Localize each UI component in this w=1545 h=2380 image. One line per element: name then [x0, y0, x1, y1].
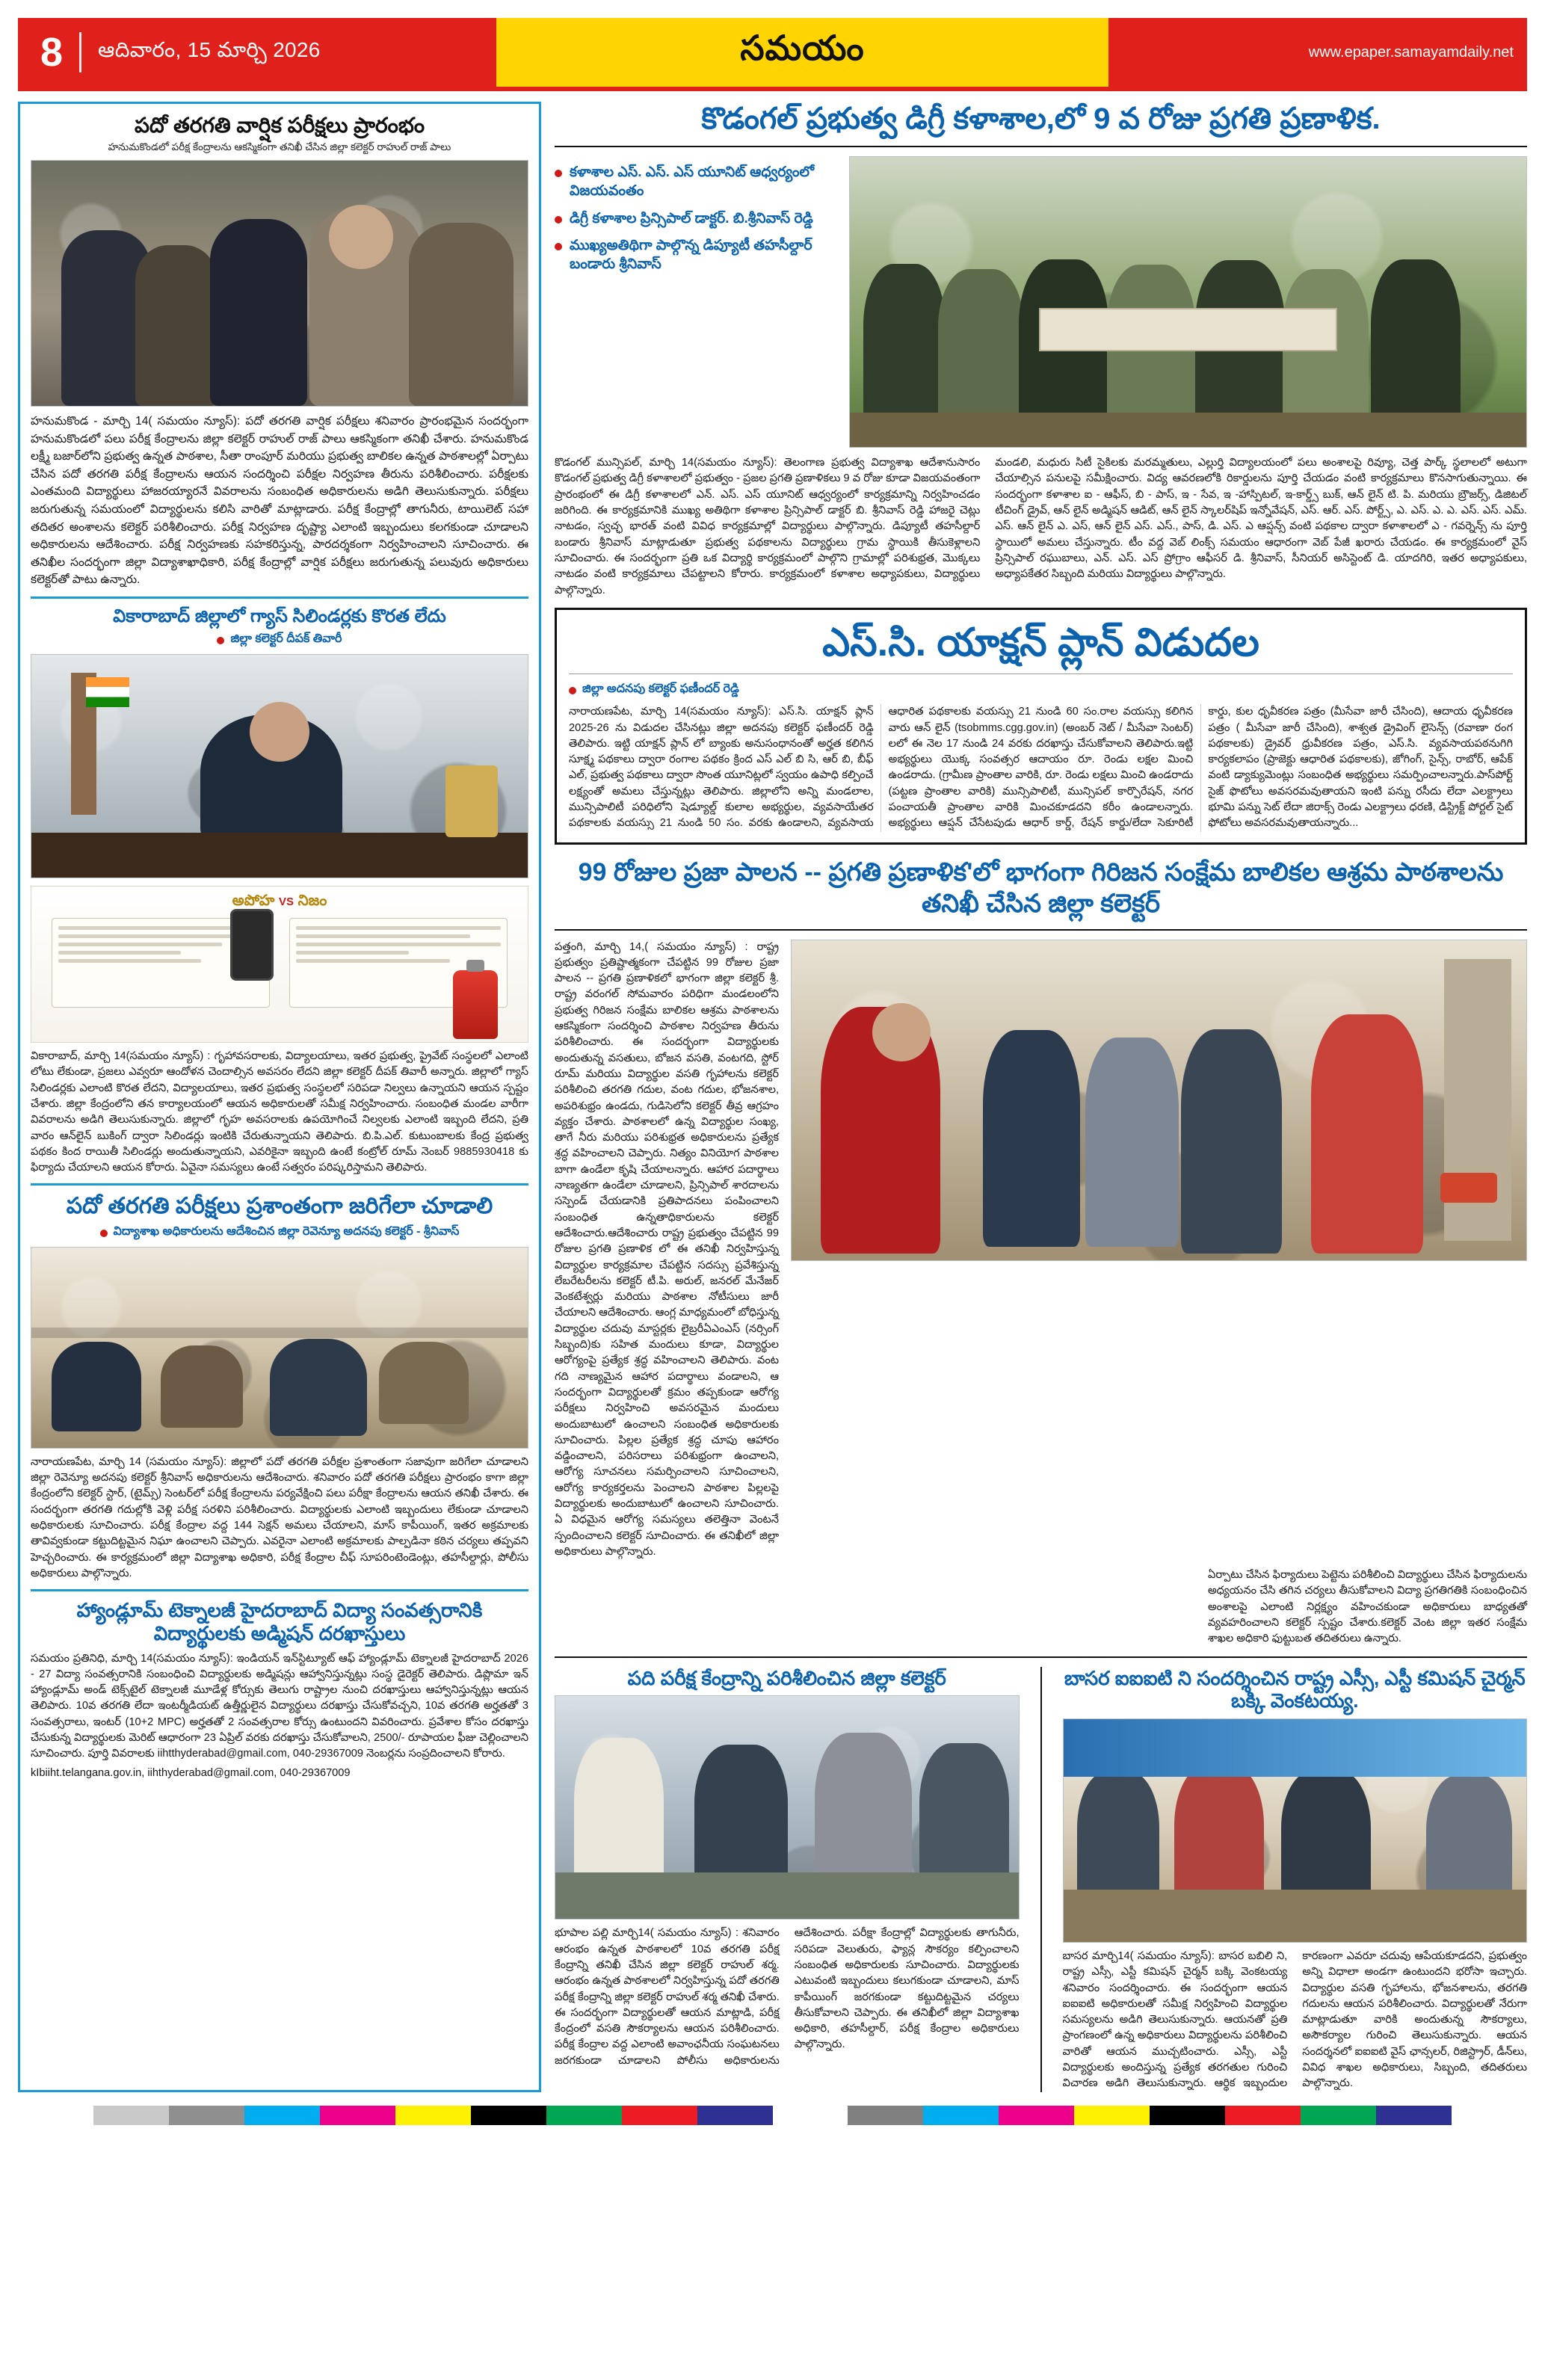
photo-exam-centre-visit	[555, 1695, 1020, 1920]
photo-collector-inspecting-exam-centre	[31, 160, 528, 407]
photo-nss-plantation-event	[849, 156, 1527, 448]
headline: వికారాబాద్ జిల్లాలో గ్యాస్ సిలిండర్లకు కొరత లేదు	[113, 605, 446, 626]
bullet-dot-icon	[217, 637, 224, 644]
body: బాసర మార్చి14( సమయం న్యూస్): బాసర బబిలి ని, రాష్ట్ర ఎస్సీ, ఎస్టీ కమిషన్ చైర్మన్ బక్కి వెంకటయ్య శనివారం సందర్శించారు. ఈ సందర్భంగా ఆయన ఐఐఐటి అధికారులతో సమీక్ష నిర్వహించి విద్యార్థుల సమస్యలను అడిగి తెలుసుకున్నారు. ఆయనతో ప్రతి ప్రాంగణంలో ఉన్న అధికారులు విద్యార్థులను పరిశీలించి వారితో ఆయన ముచ్చటించారు. ఎస్సీ, ఎస్టీ విద్యార్థులకు అందిస్తున్న ప్రత్యేక తరగతుల గురించి విచారణ అడిగి తెలుసుకున్నారు. ఆర్థిక ఇబ్బందుల కారణంగా ఎవరూ చదువు ఆపేయకూడదని, ప్రభుత్వం అన్ని విధాలా అండగా ఉంటుందని భరోసా ఇచ్చారు. విద్యార్థుల వసతి గృహాలను, భోజనశాలను, తరగతి గదులను ఆయన పరిశీలించారు. విద్యార్థులతో నేరుగా మాట్లాడుతూ వారికి అందుతున్న సౌకర్యాలు, అసౌకర్యాల గురించి తెలుసుకున్నారు. ఆయన సందర్శనలో ఐఐఐటి వైస్ ఛాన్సలర్, రిజిస్ట్రార్, డీన్‌లు, వివిధ శాఖల అధికారులు, సిబ్బంది, తదితరులు పాల్గొన్నారు.	[1062, 1950, 1527, 2090]
story3-continued	[555, 1567, 1527, 1647]
body: వికారాబాద్, మార్చి 14(సమయం న్యూస్) : గృహావసరాలకు, విద్యాలయాలు, ఇతర ప్రభుత్వ, ప్రైవేట్ సంస్థలలో ఎలాంటి లోటు లేకుండా, ప్రజలు ఎవ్వరూ ఆందోళన చెందాల్సిన అవసరం లేదని జిల్లా కలెక్టర్ దీపక్ తివారీ అన్నారు. జిల్లాలో గ్యాస్ సిలిండర్లకు ఎలాంటి కొరత లేదని, విద్యాలయాలు, ఇతర ప్రభుత్వ సంస్థలలో సరిపడా నిల్వలు ఉన్నాయని ఆయన స్పష్టం చేశారు. జిల్లా కేంద్రంలోని తన కార్యాలయంలో ఆయన అధికారులతో సమీక్ష నిర్వహించారు. సంబంధిత మండల వారీగా వివరాలను అడిగి తెలుసుకున్నారు. జిల్లాలో గృహ అవసరాలకు ఉపయోగించే నిల్వలకు ఎలాంటి ఇబ్బంది లేదని, ప్రతి వారం ఆన్‌లైన్ బుకింగ్ ద్వారా సిలిండర్లు ఇంటికి చేరుతున్నాయని తెలిపారు. బి.పి.ఎల్. కుటుంబాలకు కేంద్ర ప్రభుత్వ పథకం కింద రాయితీ సిలిండర్లు అందుతున్నాయని, ఎవరికైనా ఇబ్బంది ఉంటే కంట్రోల్ రూమ్ నెంబర్ 9885930418 కు ఫిర్యాదు చేయాలని ఆయన కోరారు. ఏవైనా సమస్యలు ఉంటే సత్వరం పరిష్కరిస్తామని తెలిపారు.	[31, 1050, 528, 1174]
color-swatch	[169, 2106, 244, 2125]
color-swatch	[471, 2106, 546, 2125]
body: కొడంగల్ మున్సిపల్, మార్చి 14(సమయం న్యూస్): తెలంగాణ ప్రభుత్వ విద్యాశాఖ ఆదేశానుసారం కొడంగల్ ప్రభుత్వ డిగ్రీ కళాశాలలో ప్రభుత్వం - ప్రజల ప్రగతి ప్రణాళికలు 9 వ రోజు కూడా విజయవంతంగా ప్రారంభంలో ఈ డిగ్రీ కళాశాలలో ఎన్. ఎస్. ఎస్ యూనిట్ ఆధ్వర్యంలో కార్యక్రమాన్ని నిర్వహించడం జరిగింది. ఈ కార్యక్రమానికి ముఖ్య అతిథిగా కళాశాల ప్రిన్సిపాల్ డాక్టర్ బి. శ్రీనివాస్ రెడ్డి హాజరై చెట్లు నాటడం, స్వచ్ఛ భారత్ వంటి వివిధ కార్యక్రమాల్లో విద్యార్థులు పాల్గొన్నారు. డిప్యూటీ తహసీల్దార్ బండారు శ్రీనివాస్ మాట్లాడుతూ ప్రభుత్వ పథకాలను విద్యార్థులు గ్రామ స్థాయికి తీసుకెళ్లాలని సూచించారు. ఈ సందర్భంగా ప్రతి ఒక విద్యార్థి కార్యక్రమంలో పాల్గొని గ్రామాల్లో పరిశుభ్రత, మొక్కలు నాటడం వంటి కార్యక్రమాలు చేపట్టాలని కోరారు. కార్యక్రమంలో కళాశాల అధ్యాపకులు, విద్యార్థులు పాల్గొన్నారు.	[555, 457, 981, 596]
bullet-list-wrap	[555, 156, 839, 448]
color-swatch	[999, 2106, 1074, 2125]
color-swatch	[395, 2106, 471, 2125]
divider	[555, 146, 1527, 147]
divider	[31, 1589, 528, 1591]
column-separator	[1040, 1667, 1042, 2092]
kicker: హనుమకొండలో పరీక్ష కేంద్రాలను ఆకస్మికంగా తనిఖీ చేసిన జిల్లా కలెక్టర్ రాహుల్ రాజ్ పాలు	[108, 141, 451, 153]
color-swatch	[18, 2106, 93, 2125]
color-swatch	[1150, 2106, 1225, 2125]
photo-iiit-review-meeting	[1063, 1718, 1528, 1943]
headline: హ్యాండ్లూమ్ టెక్నాలజీ హైదరాబాద్ విద్యా సంవత్సరానికి విద్యార్థులకు అడ్మిషన్ దరఖాస్తులు	[76, 1599, 483, 1644]
bullet-dot-icon	[569, 687, 576, 694]
list-item	[555, 237, 839, 274]
page-number: 8	[40, 30, 64, 75]
headline: కొడంగల్ ప్రభుత్వ డిగ్రీ కళాశాల,లో 9 వ రోజు ప్రగతి ప్రణాళిక.	[701, 102, 1381, 135]
masthead-left	[18, 18, 496, 87]
color-swatch	[848, 2106, 923, 2125]
masthead-right	[1108, 18, 1527, 87]
color-swatch	[1376, 2106, 1452, 2125]
masthead-center	[496, 18, 1108, 87]
list-item	[555, 164, 839, 200]
color-swatch	[320, 2106, 395, 2125]
lead-block	[555, 156, 1527, 448]
body-continued-2: ఏర్పాటు చేసిన ఫిర్యాదులు పెట్టెను పరిశీలించి విద్యార్థులు చేసిన ఫిర్యాదులను అధ్యయనం చేసి తగిన చర్యలు తీసుకోవాలని విద్యా ప్రగతిగతికి సంబంధించిన అంశాలపై ఎలాంటి నిర్లక్ష్యం వహించకుండా అధికారులు బాధ్యతతో వ్యవహరించాలని కలెక్టర్ స్పష్టం చేశారు.కలెక్టర్ వెంట జిల్లా ఇతర సంక్షేమ శాఖల అధికారి ఫుట్టుబత తదితరులు ఉన్నారు.	[1208, 1569, 1527, 1645]
color-swatch	[923, 2106, 999, 2125]
body-continued: మండలి, మధురు సిటీ సైకిలకు మరమ్మతులు, ఎల్లుర్తి విద్యాలయంలో పలు అంశాలపై రివ్యూ, చెత్త పార్క్ స్థలాలలో అటుగా చేయాల్సిన పనులపై సమీక్షించారు. విద్య ఆవరణలోకి రికార్డులను పూర్తి చేయడం వంటి కార్యక్రమాలు కొనసాగుతున్నాయి. ఈ సందర్భంగా కళాశాల ఐ - ఆఫీస్, బి - పాస్, ఇ - సేవ, ఇ -హాస్పిటల్, ఇ-కార్డ్స్ బుక్, ఆన్ లైన్ టి. పి. మరియు బ్రౌజర్స్, డిజిటల్ టీచింగ్ డ్రైవ్, ఆన్ లైన్ అడ్మిషన్ ఆడిట్, ఆన్ లైన్ స్కాలర్‌షిప్ ఇన్నోవేషన్, ఎస్. ఆర్. ఎస్. పోర్ట్స్, ఎ. ఎస్. ఎ. ఎ. ఎస్. ఎస్. ఎమ్. ఎస్. ఆన్ లైన్ ఎ. ఎస్, ఆన్ లైన్ ఎస్. ఎస్., పాస్, డి. ఎస్. ఎ ఆప్షన్స్ వంటి పథకాల ద్వారా కళాశాలలో ఎ - గవర్నెన్స్ ను పూర్తి స్థాయిలో అమలు చేస్తున్నారు. టీం వద్ద వెబ్ లింక్స్ సమయం ఆధారంగా వెబ్ పేజీ ఖరారు చేయడం. ఈ కార్యక్రమంలో వైస్ ప్రిన్సిపాల్ రఘుబాలు, ఎన్. ఎస్. ఎస్ ప్రోగ్రాం ఆఫీసర్ డి. శ్రీనివాస్, సీనియర్ అసిస్టెంట్ డి. యాదగిరి, ఇతర అధ్యాపకులు, అధ్యాపకేతర సిబ్బంది మరియు విద్యార్థులు పాల్గొన్నారు.	[995, 457, 1527, 581]
byline-text: జిల్లా అదనపు కలెక్టర్ ఫణీందర్ రెడ్డి	[582, 682, 739, 696]
color-swatch	[546, 2106, 622, 2125]
photo-collector-inspecting-hostel	[791, 940, 1527, 1261]
page-content	[18, 102, 1527, 2092]
gas-cylinder-icon	[453, 970, 498, 1039]
byline	[31, 1224, 528, 1241]
article-handloom-technology-admissions	[31, 1599, 528, 1781]
bullet-dot-icon	[100, 1230, 108, 1237]
newspaper-page	[0, 18, 1545, 2380]
headline: పదో తరగతి వార్షిక పరీక్షలు ప్రారంభం	[134, 114, 425, 137]
body: భూపాల పల్లి మార్చి14( సమయం న్యూస్) : శనివారం ఆరంభం ఉన్నత పాఠశాలలో 10వ తరగతి పరీక్ష కేంద్రాన్ని తనిఖీ చేసిన జిల్లా కలెక్టర్ రాహుల్ శర్మ. ఆరంభం ఉన్నత పాఠశాలలో నిర్వహిస్తున్న పదో తరగతి పరీక్ష కేంద్రాన్ని జిల్లా కలెక్టర్ రాహుల్ శర్మ తనిఖీ చేశారు. ఈ సందర్భంగా విద్యార్థులతో ఆయన మాట్లాడి, పరీక్ష కేంద్రంలో వసతి సౌకర్యాలను ఆయన పరిశీలించారు. పరీక్ష కేంద్రాల వద్ద ఎలాంటి అవాంఛనీయ సంఘటనలు జరగకుండా చూడాలని పోలీసు అధికారులను ఆదేశించారు. పరీక్షా కేంద్రాల్లో విద్యార్థులకు తాగునీరు, సరిపడా వెలుతురు, ఫ్యాన్ల సౌకర్యం కల్పించాలని సంబంధిత అధికారులకు సూచించారు. విద్యార్థులకు ఎటువంటి ఇబ్బందులు కలుగకుండా చూడాలని, మాస్ కాపీయింగ్ జరగకుండా కట్టుదిట్టమైన చర్యలు తీసుకోవాలని చెప్పారు. ఈ తనిఖీలో జిల్లా విద్యాశాఖ అధికారి, తహసీల్దార్, పరీక్ష కేంద్రాల అధికారులు పాల్గొన్నారు.	[555, 1927, 1020, 2067]
bottom-stories	[555, 1667, 1527, 2092]
article-basara-iiit-visit	[1063, 1667, 1528, 2092]
body: హనుమకొండ - మార్చి 14( సమయం న్యూస్): పదో తరగతి వార్షిక పరీక్షలు శనివారం ప్రారంభమైన సందర్భంగా హనుమకొండలో పలు పరీక్ష కేంద్రాలను జిల్లా కలెక్టర్ రాహుల్ రాజ్ పాలు ఆకస్మికంగా తనిఖీ చేశారు. హనుమకొండ లక్ష్మీ బజార్‌లోని ప్రభుత్వ ఉన్నత పాఠశాల, సీతా రాంపూర్ మరియు ప్రభుత్వ బాలికల ఉన్నత పాఠశాలల్లో ఏర్పాటు చేసిన పదో తరగతి పరీక్ష కేంద్రాలను ఆయన సందర్శించి పరీక్షల నిర్వహణ తీరును పరిశీలించారు. పరీక్షలకు ఎంతమంది విద్యార్థులు హాజరయ్యారనే వివరాలను సంబంధిత అధికారులను అడిగి తెలుసుకున్నారు. పరీక్షలు జరుగుతున్న సమయంలో విద్యార్థులను కలిసి వారితో మాట్లాడారు. పరీక్ష కేంద్రాల్లో తాగునీరు, టాయిలెట్ సహా తదితర అంశాలను కలెక్టర్ పరిశీలించారు. పరీక్ష నిర్వహణ దృష్ట్యా ఎలాంటి ఇబ్బందులు కలగకుండా చూడాలని అధికారులను ఆదేశించారు. పరీక్ష నిర్వహణకు సహకరిస్తున్న, పారదర్శకంగా నిర్వహించాలని సూచించారు. ఈ తనిఖీల సందర్భంగా జిల్లా విద్యాశాఖాధికారి, పరీక్ష కేంద్రాల్లో వార్షిక పరీక్షలు జరుగుతున్న పలువురు అధికారులు కలెక్టర్‌తో పాటు ఉన్నారు.	[31, 415, 528, 587]
photo-exam-hall	[31, 1247, 528, 1449]
byline	[569, 682, 1513, 698]
color-swatch	[1301, 2106, 1376, 2125]
bullet-dot-icon	[555, 170, 562, 177]
headline: 99 రోజుల ప్రజా పాలన -- ప్రగతి ప్రణాళిక'లో భాగంగా గిరిజన సంక్షేమ బాలికల ఆశ్రమ పాఠశాలను తనిఖీ చేసిన జిల్లా కలెక్టర్	[578, 857, 1504, 919]
infographic-myth-vs-fact	[31, 886, 528, 1043]
byline	[31, 632, 528, 648]
color-swatch	[93, 2106, 169, 2125]
headline: బాసర ఐఐఐటి ని సందర్శించిన రాష్ట్ర ఎస్సీ, ఎస్టీ కమిషన్ చైర్మన్ బక్కి వెంకటయ్య.	[1064, 1666, 1526, 1712]
list-item-label: ముఖ్యఅతిథిగా పాల్గొన్న డిప్యూటీ తహసీల్దార్ బండారు శ్రీనివాస్	[570, 238, 812, 272]
article-exams-peaceful	[31, 1193, 528, 1582]
color-swatch	[697, 2106, 773, 2125]
color-swatch	[244, 2106, 320, 2125]
infographic-vs: VS	[279, 895, 294, 909]
color-swatch	[1074, 2106, 1150, 2125]
masthead-date: ఆదివారం, 15 మార్చి 2026	[98, 37, 321, 61]
body: నారాయణపేట, మార్చి 14 (సమయం న్యూస్): జిల్లాలో పదో తరగతి పరీక్షల ప్రశాంతంగా సజావుగా జరిగేలా చూడాలని జిల్లా రెవెన్యూ అదనపు కలెక్టర్ శ్రీనివాస్ అధికారులను ఆదేశించారు. శనివారం పదో తరగతి పరీక్షలు ప్రారంభం కాగా జిల్లా కేంద్రంలోని కలెక్టర్ స్టార్, (టైమ్స్) సెంటర్‌లో పరీక్ష కేంద్రాలను పర్యవేక్షించి పలు పరీక్షా కేంద్రాలను ఆయన తనిఖీ చేశారు. ఈ సందర్భంగా తరగతి గదుల్లోకి వెళ్లి పరీక్ష సరళిని పరిశీలించారు. విద్యార్థులకు ఎలాంటి ఇబ్బందులు లేకుండా చూడాలని అధికారులకు సూచించారు. పరీక్ష కేంద్రాల వద్ద 144 సెక్షన్ అమలు చేయాలని, మాస్ కాపీయింగ్, ఇతర అక్రమాలకు తావివ్వకుండా కట్టుదిట్టమైన నిఘా ఉంచాలని చెప్పారు. ఎవరైనా ఎలాంటి అక్రమాలకు పాల్పడినా కఠిన చర్యలు తప్పవని హెచ్చరించారు. ఈ కార్యక్రమంలో జిల్లా విద్యాశాఖ అధికారి, పరీక్ష కేంద్రాల చీఫ్ సూపరింటెండెంట్లు, తహసీల్దార్లు, పోలీసు అధికారులు పాల్గొన్నారు.	[31, 1455, 528, 1579]
article-exam-centre-inspection	[555, 1667, 1020, 2092]
divider	[555, 1656, 1527, 1658]
body: సమయం ప్రతినిధి, మార్చి 14(సమయం న్యూస్): ఇండియన్ ఇన్‌స్టిట్యూట్ ఆఫ్ హ్యాండ్లూమ్ టెక్నాలజీ హైదరాబాద్ 2026 - 27 విద్యా సంవత్సరానికి సంబంధించి విద్యార్థులకు అడ్మిషన్లు ఆహ్వానిస్తున్నట్లు సంస్థ డైరెక్టర్ తెలిపారు. డిప్లొమా ఇన్ హ్యాండ్లూమ్ అండ్ టెక్స్‌టైల్ టెక్నాలజీ మూడేళ్ల కోర్సుకు తెలుగు రాష్ట్రాల నుంచి దరఖాస్తులు ఆహ్వానిస్తున్నట్లు ఆయన తెలిపారు. 10వ తరగతి లేదా ఇంటర్మీడియట్ ఉత్తీర్ణులైన విద్యార్థులు దరఖాస్తు చేసుకోవచ్చని, 10వ తరగతి అర్హతతో 3 సంవత్సరాలు, ఇంటర్ (10+2 MPC) అర్హతతో 2 సంవత్సరాల కోర్సు ఉంటుందని వివరించారు. ప్రవేశాల కోసం దరఖాస్తు చేసుకున్న విద్యార్థులకు మెరిట్ ఆధారంగా 23 ఏప్రిల్ వరకు దరఖాస్తు చేసుకోవాలని, 2500/- రూపాయల ఫీజు చెల్లించాలని సూచించారు. పూర్తి వివరాలకు iihtthyderabad@gmail.com, 040-29367009 నెంబర్లను సంప్రదించాలని కోరారు.	[31, 1652, 528, 1760]
bullet-dot-icon	[555, 216, 562, 223]
right-column	[541, 102, 1527, 2092]
byline-text: విద్యాశాఖ అధికారులను ఆదేశించిన జిల్లా రెవెన్యూ అదనపు కలెక్టర్ - శ్రీనివాస్	[113, 1224, 460, 1238]
article-kodangal-degree-college	[555, 102, 1527, 599]
article-tribal-welfare-school-inspection	[555, 857, 1527, 1647]
byline-text: జిల్లా కలెక్టర్ దీపక్ తివారీ	[230, 632, 342, 646]
divider	[31, 596, 528, 599]
body: పత్తంగి, మార్చి 14,( సమయం న్యూస్) : రాష్ట్ర ప్రభుత్వం ప్రతిష్టాత్మకంగా చేపట్టిన 99 రోజుల ప్రజా పాలన -- ప్రగతి ప్రణాళికలో భాగంగా జిల్లా కలెక్టర్ శ్రీ. రాష్ట్ర వరంగల్ సోమవారం పరిధిగా మండలంలోని ప్రభుత్వ గిరిజన సంక్షేమ బాలికల ఆశ్రమ పాఠశాలను ఆకస్మికంగా సందర్శించి పాఠశాల నిర్వహణ తీరును పరిశీలించారు. ఈ సందర్భంగా విద్యార్థులకు అందుతున్న వసతులు, బోజన వసతి, వంటగది, స్టోర్ రూమ్ మరియు విద్యార్థుల వసతి గృహాలను కలెక్టర్ పరిశీలించి తరగతి గదుల, వంట గదుల, భోజనశాల, అపరిశుభ్రం ఉండదు, గుడిసెలోని కలెక్టర్ తీవ్ర ఆగ్రహం వ్యక్తం చేశారు. పాఠశాలలో ఉన్న విద్యార్థుల సంఖ్య, తాగే నీరు మరియు పరిశుభ్రత అధికారులను ప్రత్యేక శ్రద్ధ వహించాలని చెప్పారు. నిత్యం వినియోగ పాఠశాల బాగా ఉండేలా కృషి చేయాలన్నారు. ఆహార పదార్థాలు నాణ్యతగా ఉండేలా చూడాలని, ప్రిన్సిపాల్ శారదాలను సస్పెండ్ చేయడానికి ప్రతిపాదనలు పంపించాలని సంబంధిత ఉన్నతాధికారులను కలెక్టర్ ఆదేశించారు.ఆదేశించారు రాష్ట్ర ప్రభుత్వం చేపట్టిన 99 రోజుల ప్రగతి ప్రణాళిక లో ఈ తనిఖీ నిర్వహిస్తున్న విద్యార్థుల కార్యక్రమాల చేపట్టిన సదస్సు ప్రవేశిస్తున్న లేబరేటరీలను కలెక్టర్ టీ.పి. అరుల్, జనరల్ మేనేజర్ వెంకటేశ్వర్లు మరియు పాఠశాల నోటీసులు జారీ చేయాలని ఆదేశించారు. ఆంగ్ల మాధ్యమంలో బోధిస్తున్న విద్యార్థుల చదువు మాస్టర్లకు లైబ్రరీఏఎంఎస్ (నర్సింగ్ సిబ్బంది)కు సహిత మందులు కూడా, విద్యార్థుల ఆరోగ్యంపై ప్రత్యేక శ్రద్ధ వహించాలని తెలిపారు. వంట గది నాణ్యమైన ఆహార పదార్థాలు వండాలని, ఆ సందర్భంగా విద్యార్థులతో క్రమం తప్పకుండా ఆరోగ్య పరీక్షలు నిర్వహించి అవసరమైన మందులు అందుబాటులో ఉంచాలని సంబంధిత అధికారులకు సూచించారు. పిల్లల ప్రత్యేక శ్రద్ధ చూపు ఆహారం వడ్డించాలని, పరిసరాలు పరిశుభ్రంగా ఉంచాలని, ఆరోగ్య సూచనలు సమర్పించాలని సూచించాలని, ఆరోగ్య కార్యకర్తలను పెంచాలని పాఠశాల పిల్లలపై విద్యార్థులకు అందుబాటులో ఉంచాలని సూచించారు. ఏ విధమైన ఆరోగ్య సమస్యలు తలెత్తినా వెంటనే స్పందించాలని కలెక్టర్ సూచించారు. ఈ తనిఖీలో జిల్లా అధికారులు పాల్గొన్నారు.	[555, 940, 779, 1558]
divider	[31, 1183, 528, 1186]
infographic-title-right: నిజం	[297, 892, 327, 910]
color-swatch	[622, 2106, 697, 2125]
headline: ఎస్.సి. యాక్షన్ ప్లాన్ విడుదల	[822, 620, 1259, 665]
epaper-url[interactable]: www.epaper.samayamdaily.net	[1308, 43, 1514, 61]
list-item-label: కళాశాల ఎస్. ఎస్. ఎస్ యూనిట్ ఆధ్వర్యంలో విజయవంతం	[570, 164, 815, 199]
phone-number: 040-29367009	[280, 1766, 351, 1779]
masthead-rule	[18, 87, 1527, 91]
list-item-label: డిగ్రీ కళాశాల ప్రిన్సిపాల్ డాక్టర్. బి.శ్రీనివాస్ రెడ్డి	[570, 210, 813, 226]
infographic-title-left: అపోహ	[232, 892, 275, 910]
headline: పదో తరగతి పరీక్షలు ప్రశాంతంగా జరిగేలా చూడాలి	[66, 1194, 493, 1219]
color-swatch	[1225, 2106, 1301, 2125]
story1-body-cols	[555, 455, 1527, 599]
headline: పది పరీక్ష కేంద్రాన్ని పరిశీలించిన జిల్లా కలెక్టర్	[627, 1666, 946, 1689]
color-swatch	[773, 2106, 848, 2125]
divider	[569, 673, 1513, 674]
body-continued	[555, 1567, 1193, 1647]
bullet-list	[555, 164, 839, 274]
article-tenth-class-exams-start	[31, 113, 528, 589]
email-link[interactable]: iihthyderabad@gmail.com,	[147, 1766, 277, 1779]
phone-icon	[230, 909, 274, 981]
body: నారాయణపేట, మార్చి 14(సమయం న్యూస్): ఎస్.సి. యాక్షన్ ప్లాన్ 2025-26 ను విడుదల చేసినట్లు జిల్లా అదనపు కలెక్టర్ ఫణీందర్ రెడ్డి తెలిపారు. ఇట్టి యాక్షన్ ప్లాన్ లో బ్యాంకు అనుసంధానంతో అర్హత కలిగిన సూక్ష్మ పథకాలు ద్వారా రంగాల పథకం క్రింద ఎస్ ఎల్ బి సి, ఆర్ బి, బీఫ్ ఎల్, ప్రభుత్వ పథకాలు ద్వారా సొంత యూనిట్లలో స్వయం ఉపాధి కల్పించే లక్ష్యంతో అమలు చేస్తున్నట్లు తెలిపారు. జిల్లాలోని అన్ని మండలాల, మున్సిపాలిటీ పరిధిలోని షెడ్యూల్డ్ కులాల అభ్యర్థుల, వ్యవసాయేతర పథకాలకు వయస్సు 21 నుండి 50 సం. వరకు ఉండాలని, వ్యవసాయ ఆధారిత పథకాలకు వయస్సు 21 నుండి 60 సం.రాల వయస్సు కలిగిన వారు ఆన్ లైన్ (tsobmms.cgg.gov.in) (అంబర్ నెట్ / మీసేవా సెంటర్) లలో ఈ నెల 17 నుండి 24 వరకు దరఖాస్తు చేసుకోవాలని తెలిపారు.ఇట్టి అభ్యర్థులు యొక్క సంవత్సర ఆదాయం రూ. రెండు లక్షల మించి ఉండరాదు. (గ్రామీణ ప్రాంతాల వారికి, రూ. రెండు లక్షలు మించి ఉండరాదు (పట్టణ ప్రాంతాల వారికి) మున్సిపాలిటీ, మున్సిపల్ కార్పొరేషన్, నగర పంచాయతీ ప్రాంతాల వారికి మించకూడదని కరీం ఉండాలన్నారు. అభ్యర్థులు ఆప్షన్ చేసేటపుడు ఆధార్ కార్డ్, రేషన్ కార్డు/లేదా సెకూరిటీ కార్డు, కుల ధృవీకరణ పత్రం (మీసేవా జారీ చేసింది), ఆదాయ ధృవీకరణ పత్రం ( మీసేవా జారీ చేసింది), శాశ్వత డ్రైవింగ్ లైసెన్స్ (రవాణా రంగ పథకాలకు) డ్రైవర్ ధ్రువీకరణ పత్రం, ఎస్.సి. వ్యవసాయపఠనుగిగి కార్యకలాపం (ప్రాజెక్టు ఆధారిత పథకాలకు), జోగింగ్, సైన్స్, రాబోర్, ఆపేక్ వంటి డ్యాక్యుమెంట్లు సంబంధిత అభ్యర్థులు సమర్పించాలన్నారు.పాస్‌పోర్ట్ సైజ్ ఫొటోలు అవసరమవుతాయని ఇంటి పన్ను రసీదు లేదా ఎలక్ట్రాలు భూమి పన్ను సెట్ లేదా జిరాక్స్ రెండు ఎలక్ట్రాలు ధరణి, డిస్ట్రిక్ట్ పోర్టల్ సైట్ ఫోటోలు అవసరమవుతాయన్నారు...	[569, 706, 1513, 830]
website-link[interactable]: kIbiiht.telangana.gov.in,	[31, 1766, 145, 1779]
article-gas-cylinder-shortage	[31, 606, 528, 1177]
story3-block	[555, 940, 1527, 1561]
divider	[555, 929, 1527, 931]
infographic-title	[31, 892, 528, 913]
color-swatch	[1452, 2106, 1527, 2125]
masthead	[18, 18, 1527, 87]
masthead-divider	[79, 32, 81, 73]
bullet-dot-icon	[555, 243, 562, 250]
print-registration-colorbar	[18, 2106, 1527, 2125]
publication-title: సమయం	[740, 28, 865, 67]
left-column	[18, 102, 541, 2092]
photo-collector-at-desk	[31, 654, 528, 878]
list-item	[555, 210, 839, 229]
article-sc-action-plan	[555, 608, 1527, 845]
